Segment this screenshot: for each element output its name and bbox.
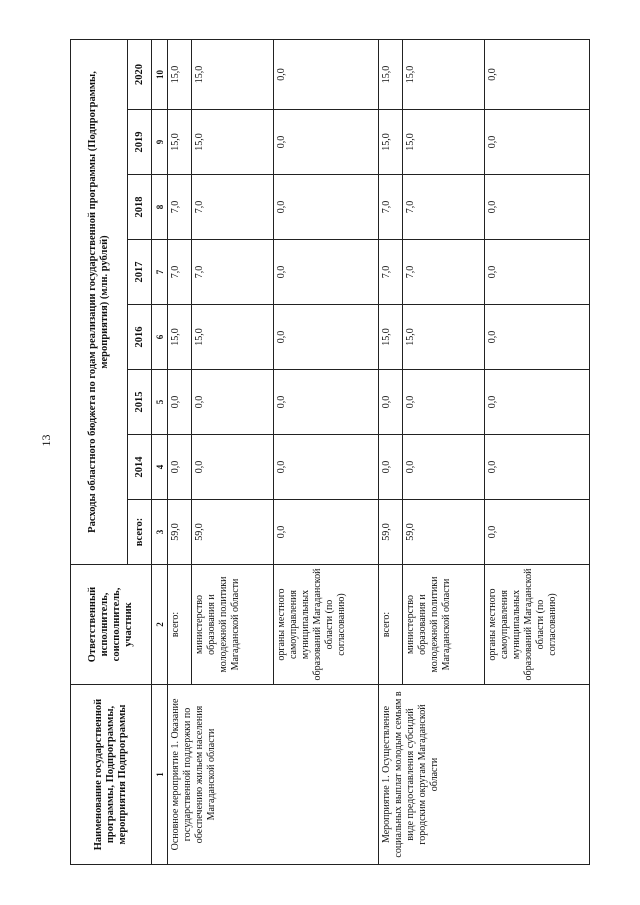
executor-cell: органы местного самоуправления муниципальных образований Магаданской области (по согласованию): [485, 565, 590, 685]
value-cell: 59,0: [403, 500, 485, 565]
value-cell: 0,0: [191, 370, 273, 435]
value-cell: 7,0: [191, 240, 273, 305]
value-cell: 0,0: [274, 500, 378, 565]
value-cell: 15,0: [167, 39, 191, 109]
value-cell: 0,0: [485, 240, 590, 305]
index-cell: 7: [152, 240, 167, 305]
executor-cell: органы местного самоуправления муниципальных образований Магаданской области (по согласованию): [274, 565, 378, 685]
value-cell: 0,0: [485, 305, 590, 370]
value-cell: 7,0: [167, 240, 191, 305]
executor-cell: всего:: [378, 565, 402, 685]
header-year: 2019: [128, 110, 152, 175]
value-cell: 15,0: [378, 39, 402, 109]
value-cell: 15,0: [378, 110, 402, 175]
value-cell: 0,0: [485, 435, 590, 500]
rotated-page: [70, 40, 590, 865]
value-cell: 0,0: [485, 175, 590, 240]
index-cell: 2: [152, 565, 167, 685]
table-row: [167, 39, 191, 864]
header-year: 2015: [128, 370, 152, 435]
value-cell: 59,0: [167, 500, 191, 565]
value-cell: 15,0: [403, 39, 485, 109]
measure-name: Основное мероприятие 1. Оказание государственной поддержки по обеспечению жильем населения Магаданской области: [167, 685, 378, 865]
executor-cell: министерство образования и молодежной политики Магаданской области: [403, 565, 485, 685]
value-cell: 0,0: [191, 435, 273, 500]
value-cell: 7,0: [378, 175, 402, 240]
value-cell: 0,0: [485, 500, 590, 565]
header-year: 2018: [128, 175, 152, 240]
value-cell: 7,0: [403, 175, 485, 240]
page-number: 13: [39, 434, 53, 447]
value-cell: 0,0: [274, 39, 378, 109]
value-cell: 15,0: [167, 110, 191, 175]
index-cell: 4: [152, 435, 167, 500]
value-cell: 0,0: [378, 370, 402, 435]
index-cell: 10: [152, 39, 167, 109]
value-cell: 7,0: [167, 175, 191, 240]
budget-table: [70, 39, 590, 865]
value-cell: 0,0: [167, 435, 191, 500]
value-cell: 7,0: [378, 240, 402, 305]
value-cell: 15,0: [378, 305, 402, 370]
value-cell: 0,0: [403, 435, 485, 500]
index-cell: 5: [152, 370, 167, 435]
index-cell: 6: [152, 305, 167, 370]
value-cell: 0,0: [485, 370, 590, 435]
value-cell: 59,0: [191, 500, 273, 565]
index-cell: 8: [152, 175, 167, 240]
value-cell: 7,0: [403, 240, 485, 305]
header-executor: Ответственный исполнитель, соисполнитель, участник: [71, 565, 152, 685]
value-cell: 0,0: [485, 110, 590, 175]
value-cell: 15,0: [403, 305, 485, 370]
value-cell: 15,0: [191, 305, 273, 370]
measure-name: Мероприятие 1. Осуществление социальных выплат молодым семьям в виде предоставления субсидий городским округам Магаданской области: [378, 685, 589, 865]
header-year: 2014: [128, 435, 152, 500]
index-cell: 3: [152, 500, 167, 565]
value-cell: 0,0: [485, 39, 590, 109]
value-cell: 7,0: [191, 175, 273, 240]
value-cell: 0,0: [274, 370, 378, 435]
table-wrapper: [70, 40, 590, 865]
value-cell: 0,0: [274, 110, 378, 175]
header-expenses: Расходы областного бюджета по годам реализации государственной программы (Подпрограммы, мероприятия) (млн. рублей): [71, 39, 128, 564]
index-cell: 1: [152, 685, 167, 865]
value-cell: 0,0: [274, 305, 378, 370]
value-cell: 0,0: [403, 370, 485, 435]
index-cell: 9: [152, 110, 167, 175]
executor-cell: всего:: [167, 565, 191, 685]
value-cell: 0,0: [274, 175, 378, 240]
header-year: 2020: [128, 39, 152, 109]
header-year-total: всего:: [128, 500, 152, 565]
value-cell: 0,0: [167, 370, 191, 435]
index-row: [152, 39, 167, 864]
table-row: [378, 39, 402, 864]
value-cell: 15,0: [403, 110, 485, 175]
value-cell: 59,0: [378, 500, 402, 565]
executor-cell: министерство образования и молодежной политики Магаданской области: [191, 565, 273, 685]
value-cell: 0,0: [378, 435, 402, 500]
header-name: Наименование государственной программы, Подпрограммы, мероприятия Подпрограммы: [71, 685, 152, 865]
value-cell: 15,0: [167, 305, 191, 370]
value-cell: 0,0: [274, 240, 378, 305]
value-cell: 15,0: [191, 39, 273, 109]
header-year: 2017: [128, 240, 152, 305]
header-year: 2016: [128, 305, 152, 370]
value-cell: 0,0: [274, 435, 378, 500]
value-cell: 15,0: [191, 110, 273, 175]
